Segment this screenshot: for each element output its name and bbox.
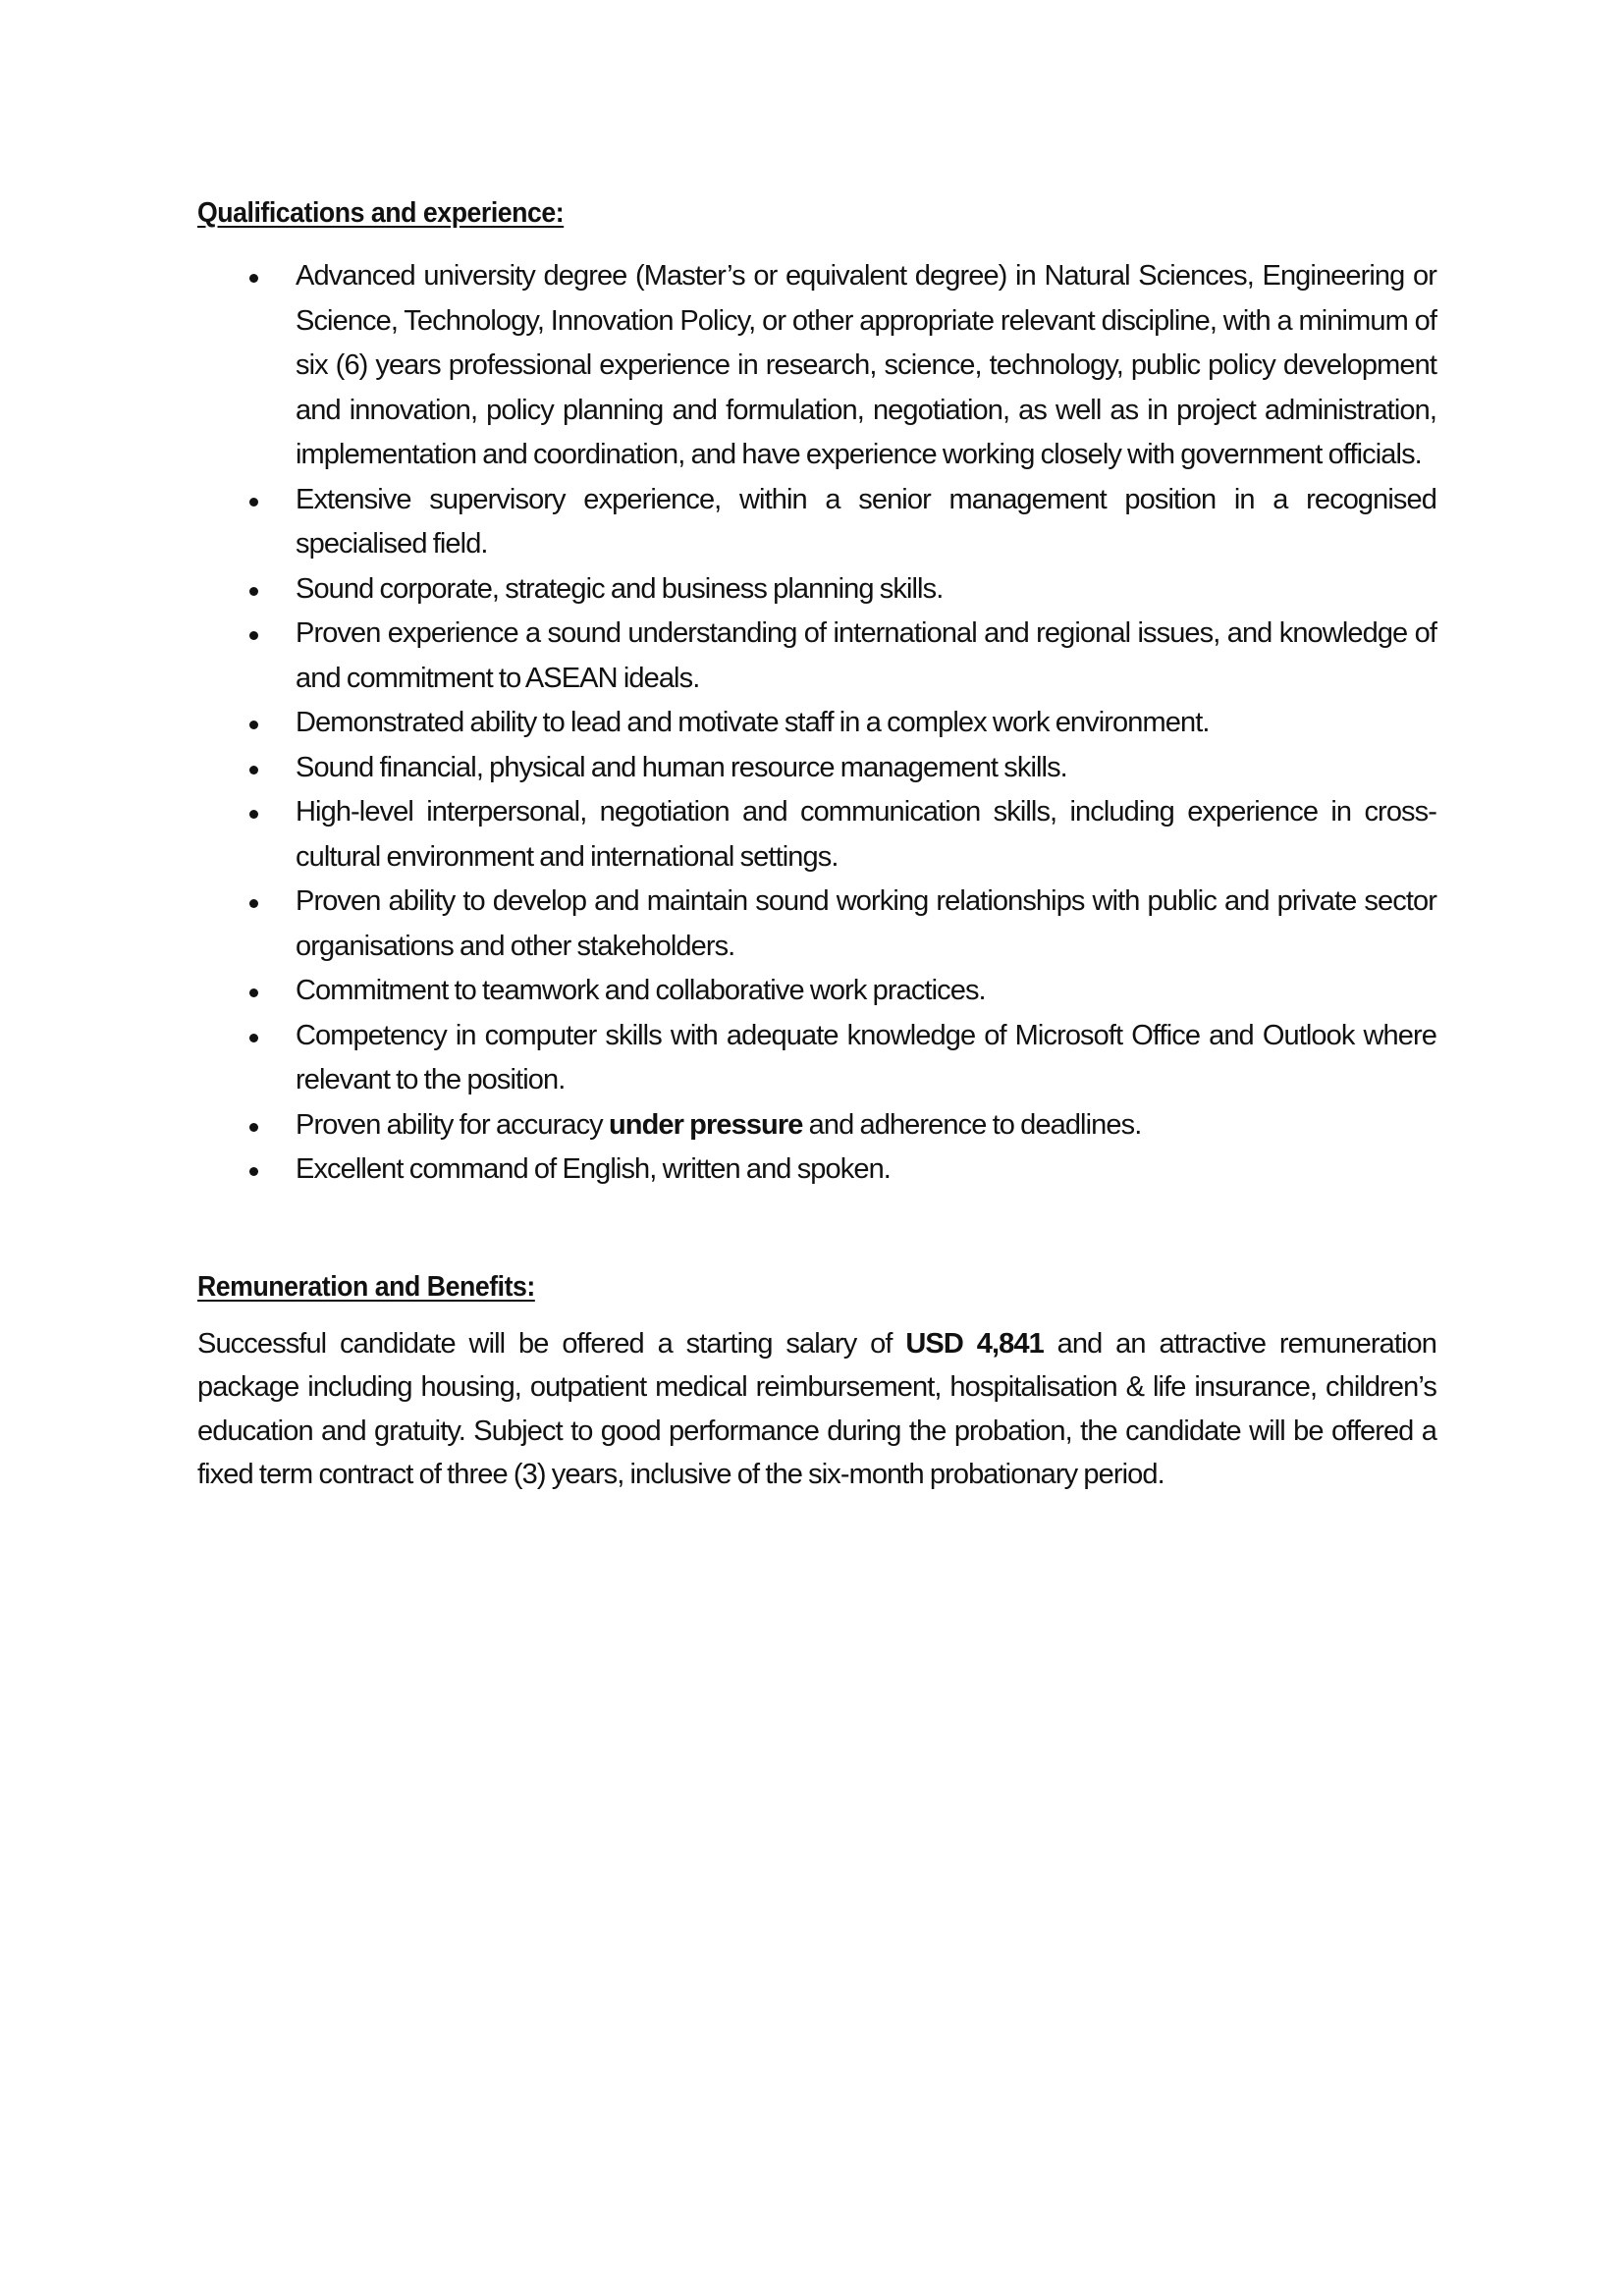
list-item-text: Extensive supervisory experience, within a senior management position in a recognised specialised field. [296,483,1436,560]
list-item-text: Excellent command of English, written and spoken. [296,1153,891,1185]
list-item [197,478,1436,567]
bullet-icon [249,1167,258,1176]
list-item [197,969,1436,1014]
remuneration-paragraph [197,1322,1436,1497]
qualifications-heading: Qualifications and experience: [197,197,565,229]
bullet-icon [249,498,258,507]
bullet-icon [249,1123,258,1132]
list-item-text: High-level interpersonal, negotiation and communication skills, including experience in cross-cultural environment and international settings. [296,796,1436,873]
list-item-text-start: Proven ability for accuracy [296,1108,609,1141]
list-item-text: Commitment to teamwork and collaborative work practices. [296,975,986,1006]
bullet-icon [249,766,258,774]
list-item-text-end: and adherence to deadlines. [802,1108,1142,1141]
remuneration-text-end: and an attractive remuneration package including housing, outpatient medical reimbursement, hospitalisation & life insurance, children’s education and gratuity. Subject to good performance during the probation, the candidate will be offered a fixed term contract of three (3) years, inclusive of the six-month probationary period. [197,1327,1437,1490]
list-item [197,880,1436,969]
qualifications-list [197,254,1436,1193]
bullet-icon [249,721,258,729]
list-item-text: Proven experience a sound understanding of international and regional issues, and knowledge of and commitment to ASEAN ideals. [296,617,1436,694]
list-item [197,254,1436,478]
list-item [197,746,1436,791]
list-item-text: Competency in computer skills with adequate knowledge of Microsoft Office and Outlook where relevant to the position. [296,1019,1436,1095]
list-item [197,1103,1436,1148]
list-item-text: Sound corporate, strategic and business planning skills. [296,572,944,605]
bullet-icon [249,274,258,283]
bullet-icon [249,810,258,819]
list-item [197,701,1436,746]
list-item [197,1014,1436,1103]
list-item-text: Advanced university degree (Master’s or equivalent degree) in Natural Sciences, Engineering or Science, Technology, Innovation Policy, or other appropriate relevant discipline, with a minimum of six (6) years professional experience in research, science, technology, public policy development and innovation, policy planning and formulation, negotiation, as well as in project administration, implementation and coordination, and have experience working closely with government officials. [296,260,1436,470]
list-item [197,1148,1436,1193]
list-item-text: Demonstrated ability to lead and motivate staff in a complex work environment. [296,707,1210,738]
bullet-icon [249,631,258,640]
list-item-text: Proven ability to develop and maintain sound working relationships with public and private sector organisations and other stakeholders. [296,885,1436,962]
document-page [197,191,1436,1497]
list-item-text [296,1103,1436,1148]
bullet-icon [249,587,258,596]
salary-amount: USD 4,841 [905,1327,1044,1360]
section-spacer [197,1193,1436,1265]
bullet-icon [249,1034,258,1042]
list-item [197,612,1436,701]
bullet-icon [249,899,258,908]
list-item-text: Sound financial, physical and human resource management skills. [296,751,1067,783]
remuneration-text-start: Successful candidate will be offered a starting salary of [197,1327,906,1360]
list-item [197,567,1436,613]
emphasis-text: under pressure [608,1108,803,1141]
list-item [197,790,1436,880]
remuneration-heading: Remuneration and Benefits: [197,1270,535,1303]
bullet-icon [249,988,258,997]
